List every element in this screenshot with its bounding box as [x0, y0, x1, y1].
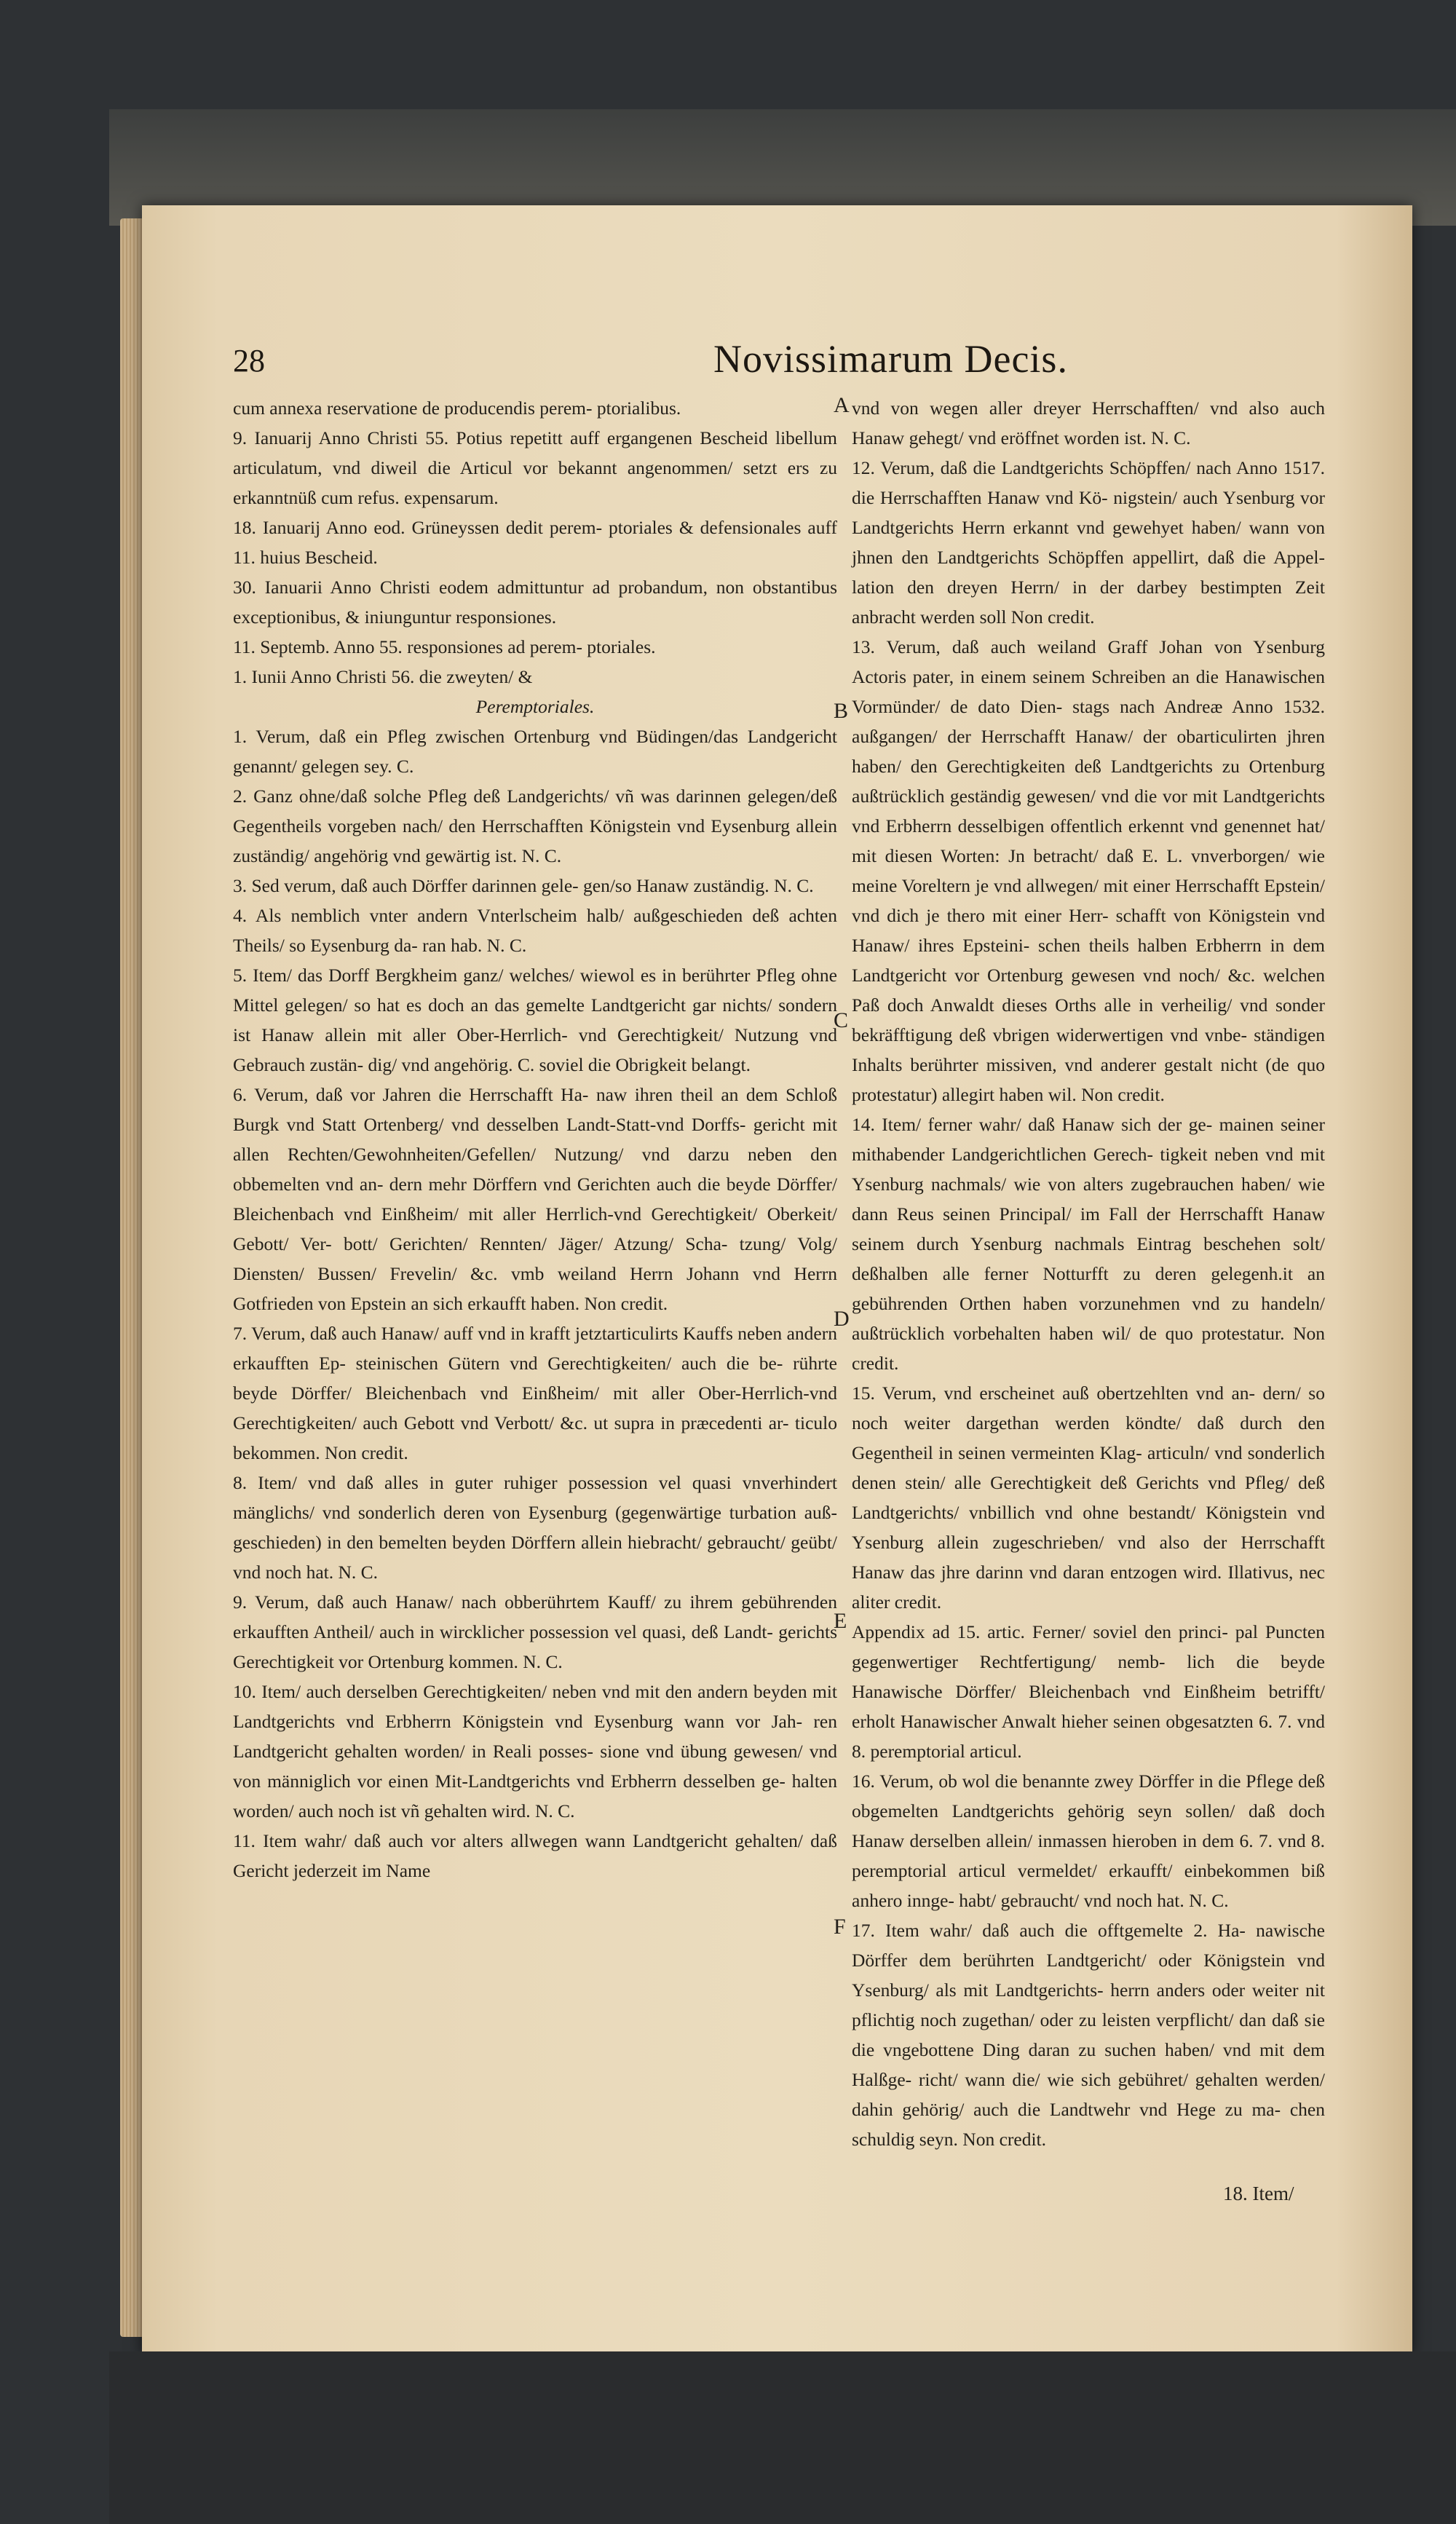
paragraph: 9. Verum, daß auch Hanaw/ nach obberührtem Kauff/ zu ihrem gebührenden erkaufften Antheil/ auch in wircklicher possession vel quasi, deß Landt- gerichts Gerechtigkeit vor Ortenburg kommen. N. C. [233, 1591, 837, 1672]
paragraph: 14. Item/ ferner wahr/ daß Hanaw sich der ge- mainen seiner mithabender Landgerichtlichen Gerech- tigkeit neben vnd mit Ysenburg nachmals/ wie von alters zugebrauchen haben/ wie dann Reus seinen Principal/ im Fall der Herrschafft Hanaw seinem durch Ysenburg nachmals Eintrag beschehen solt/ deßhalben alle ferner Notturfft zu deren gelegenh.it an gebührenden Orthen haben vorzunehmen vnd zu handeln/ außtrücklich vorbehalten haben wil/ de quo protestatur. Non credit. [852, 1114, 1325, 1374]
paragraph: 8. Item/ vnd daß alles in guter ruhiger possession vel quasi vnverhindert mänglichs/ vnd sonderlich deren von Eysenburg (gegenwärtige turbation auß- geschieden) in den bemelten beyden Dörffern allein hiebracht/ gebraucht/ geübt/ vnd noch hat. N. C. [233, 1472, 837, 1583]
margin-letter-c: C [834, 1008, 849, 1032]
margin-letter-d: D [834, 1307, 850, 1331]
background-shadow [109, 2351, 1456, 2524]
page-number: 28 [233, 343, 265, 379]
right-column [852, 393, 1325, 2154]
paragraph: cum annexa reservatione de producendis perem- ptorialibus. [233, 397, 681, 419]
margin-letter-b: B [834, 699, 849, 723]
paragraph: 18. Ianuarij Anno eod. Grüneyssen dedit perem- ptoriales & defensionales auff 11. huius Bescheid. [233, 517, 837, 568]
paragraph: 1. Verum, daß ein Pfleg zwischen Ortenburg vnd Büdingen/das Landgericht genannt/ gelegen sey. C. [233, 726, 837, 777]
running-title: Novissimarum Decis. [713, 337, 1068, 381]
paragraph: 6. Verum, daß vor Jahren die Herrschafft Ha- naw ihren theil an dem Schloß Burgk vnd Statt Ortenberg/ vnd desselben Landt-Statt-vnd Dorffs- gericht mit allen Rechten/Gewohnheiten/Gefellen/ Nutzung/ vnd darzu neben den obbemelten vnd an- dern mehr Dörffern vnd Gerichten auch die beyde Dörffer/ Bleichenbach vnd Einßheim/ mit aller Herrlich-vnd Gerechtigkeit/ Oberkeit/ Gebott/ Ver- bott/ Gerichten/ Rennten/ Jäger/ Atzung/ Scha- tzung/ Volg/ Diensten/ Bussen/ Frevelin/ &c. vmb weiland Herrn Johann vnd Herrn Gotfrieden von Epstein an sich erkaufft haben. Non credit. [233, 1084, 837, 1314]
catchword: 18. Item/ [1223, 2183, 1294, 2204]
paragraph: vnd von wegen aller dreyer Herrschafften/ vnd also auch Hanaw gehegt/ vnd eröffnet worden ist. N. C. [852, 397, 1325, 448]
paragraph: 11. Item wahr/ daß auch vor alters allwegen wann Landtgericht gehalten/ daß Gericht jederzeit im Name [233, 1830, 837, 1881]
paragraph: 4. Als nemblich vnter andern Vnterlscheim halb/ außgeschieden deß achten Theils/ so Eysenburg da- ran hab. N. C. [233, 905, 837, 956]
paragraph: 13. Verum, daß auch weiland Graff Johan von Ysenburg Actoris pater, in einem seinem Schreiben an die Hanawischen Vormünder/ de dato Dien- stags nach Andreæ Anno 1532. außgangen/ der Herrschafft Hanaw/ der obarticulirten jhren haben/ den Gerechtigkeiten deß Landtgerichts zu Ortenburg außtrücklich geständig gewesen/ vnd die vor mit Landtgerichts vnd Erbherrn desselbigen offentlich erkennt vnd genennet hat/ mit diesen Worten: Jn betracht/ daß E. L. vnverborgen/ wie meine Voreltern je vnd allwegen/ mit einer Herrschafft Epstein/ vnd dich je thero mit einer Herr- schafft von Königstein vnd Hanaw/ ihres Epsteini- schen theils halben Erbherrn in dem Landtgericht vor Ortenburg gewesen vnd noch/ &c. welchen Paß doch Anwaldt dieses Orths alle in verheilig/ vnd sonder bekräfftigung deß vbrigen widerwertigen vnd vnbe- ständigen Inhalts berührter missiven, vnd anderer gestalt nicht (de quo protestatur) allegirt haben wil. Non credit. [852, 636, 1325, 1105]
paragraph: 17. Item wahr/ daß auch die offtgemelte 2. Ha- nawische Dörffer dem berührten Landtgericht/ oder Königstein vnd Ysenburg/ als mit Landtgerichts- herrn anders oder weiter nit pflichtig noch zugethan/ oder zu leisten verpflicht/ dan daß sie die vngebottene Ding daran zu suchen haben/ vnd mit dem Halßge- richt/ wann die/ wie sich gebühret/ gehalten werden/ dahin gehörig/ auch die Landtwehr vnd Hege zu ma- chen schuldig seyn. Non credit. [852, 1920, 1325, 2150]
margin-letter-e: E [834, 1609, 847, 1633]
paragraph: 12. Verum, daß die Landtgerichts Schöpffen/ nach Anno 1517. die Herrschafften Hanaw vnd Kö- nigstein/ auch Ysenburg vor Landtgerichts Herrn erkannt vnd gewehyet haben/ wann von jhnen den Landtgerichts Schöpffen appellirt, daß die Appel- lation den dreyen Herrn/ in der darbey bestimpten Zeit anbracht werden soll Non credit. [852, 457, 1325, 628]
paragraph: 30. Ianuarii Anno Christi eodem admittuntur ad probandum, non obstantibus exceptionibus, & iniunguntur responsiones. [233, 577, 837, 628]
margin-letter-a: A [834, 393, 850, 417]
paragraph: 15. Verum, vnd erscheinet auß obertzehlten vnd an- dern/ so noch weiter dargethan werden köndte/ daß durch den Gegentheil in seinen vermeinten Klag- articuln/ vnd sonderlich denen stein/ alle Gerechtigkeit deß Gerichts vnd Pfleg/ deß Landtgerichts/ vnbillich vnd ohne bestandt/ Königstein vnd Ysenburg allein zugeschrieben/ vnd also der Herrschafft Hanaw das jhre darinn vnd daran entzogen wird. Illativus, nec aliter credit. [852, 1382, 1325, 1613]
paragraph: Appendix ad 15. artic. Ferner/ soviel den princi- pal Puncten gegenwertiger Rechtfertigung/ nemb- lich die beyde Hanawische Dörffer/ Bleichenbach vnd Einßheim betrifft/ erholt Hanawischer Anwalt hieher seinen obgesatzten 6. 7. vnd 8. peremptorial articul. [852, 1621, 1325, 1762]
section-heading: Peremptoriales. [475, 696, 595, 717]
paragraph: 9. Ianuarij Anno Christi 55. Potius repetitt auff ergangenen Bescheid libellum articulatum, vnd diweil die Articul vor bekannt angenommen/ setzt ers zu erkanntnüß cum refus. expensarum. [233, 427, 837, 508]
left-column [233, 393, 837, 1886]
paragraph: 5. Item/ das Dorff Bergkheim ganz/ welches/ wiewol es in berührter Pfleg ohne Mittel gelegen/ so hat es doch an das gemelte Landtgericht gar nichts/ sondern ist Hanaw allein mit aller Ober-Herrlich- vnd Gerechtigkeit/ Nutzung vnd Gebrauch zustän- dig/ vnd angehörig. C. soviel die Obrigkeit belangt. [233, 965, 837, 1075]
paragraph: 3. Sed verum, daß auch Dörffer darinnen gele- gen/so Hanaw zuständig. N. C. [233, 875, 814, 896]
paragraph: 16. Verum, ob wol die benannte zwey Dörffer in die Pflege deß obgemelten Landtgerichts gehörig seyn sollen/ daß doch Hanaw derselben allein/ inmassen hieroben in dem 6. 7. vnd 8. peremptorial articul vermeldet/ erkaufft/ einbekommen biß anhero innge- habt/ gebraucht/ vnd noch hat. N. C. [852, 1771, 1325, 1911]
paragraph: 1. Iunii Anno Christi 56. die zweyten/ & [233, 666, 533, 687]
paragraph: 10. Item/ auch derselben Gerechtigkeiten/ neben vnd mit den andern beyden mit Landtgerichts vnd Erbherrn Königstein vnd Eysenburg wann vor Jah- ren Landtgericht gehalten worden/ in Reali posses- sione vnd übung gewesen/ vnd von männiglich vor einen Mit-Landtgerichts vnd Erbherrn desselben ge- halten worden/ auch noch ist vñ gehalten wird. N. C. [233, 1681, 837, 1821]
paragraph: 11. Septemb. Anno 55. responsiones ad perem- ptoriales. [233, 636, 656, 657]
margin-letter-f: F [834, 1915, 846, 1939]
paragraph: 2. Ganz ohne/daß solche Pfleg deß Landgerichts/ vñ was darinnen gelegen/deß Gegentheils vorgeben nach/ den Herrschafften Königstein vnd Eysenburg allein zuständig/ angehörig vnd gewärtig ist. N. C. [233, 786, 837, 866]
paragraph: 7. Verum, daß auch Hanaw/ auff vnd in krafft jetztarticulirts Kauffs neben andern erkaufften Ep- steinischen Gütern vnd Gerechtigkeiten/ auch die be- rührte beyde Dörffer/ Bleichenbach vnd Einßheim/ mit aller Ober-Herrlich-vnd Gerechtigkeiten/ auch Gebott vnd Verbott/ &c. ut supra in præcedenti ar- ticulo bekommen. Non credit. [233, 1323, 837, 1463]
